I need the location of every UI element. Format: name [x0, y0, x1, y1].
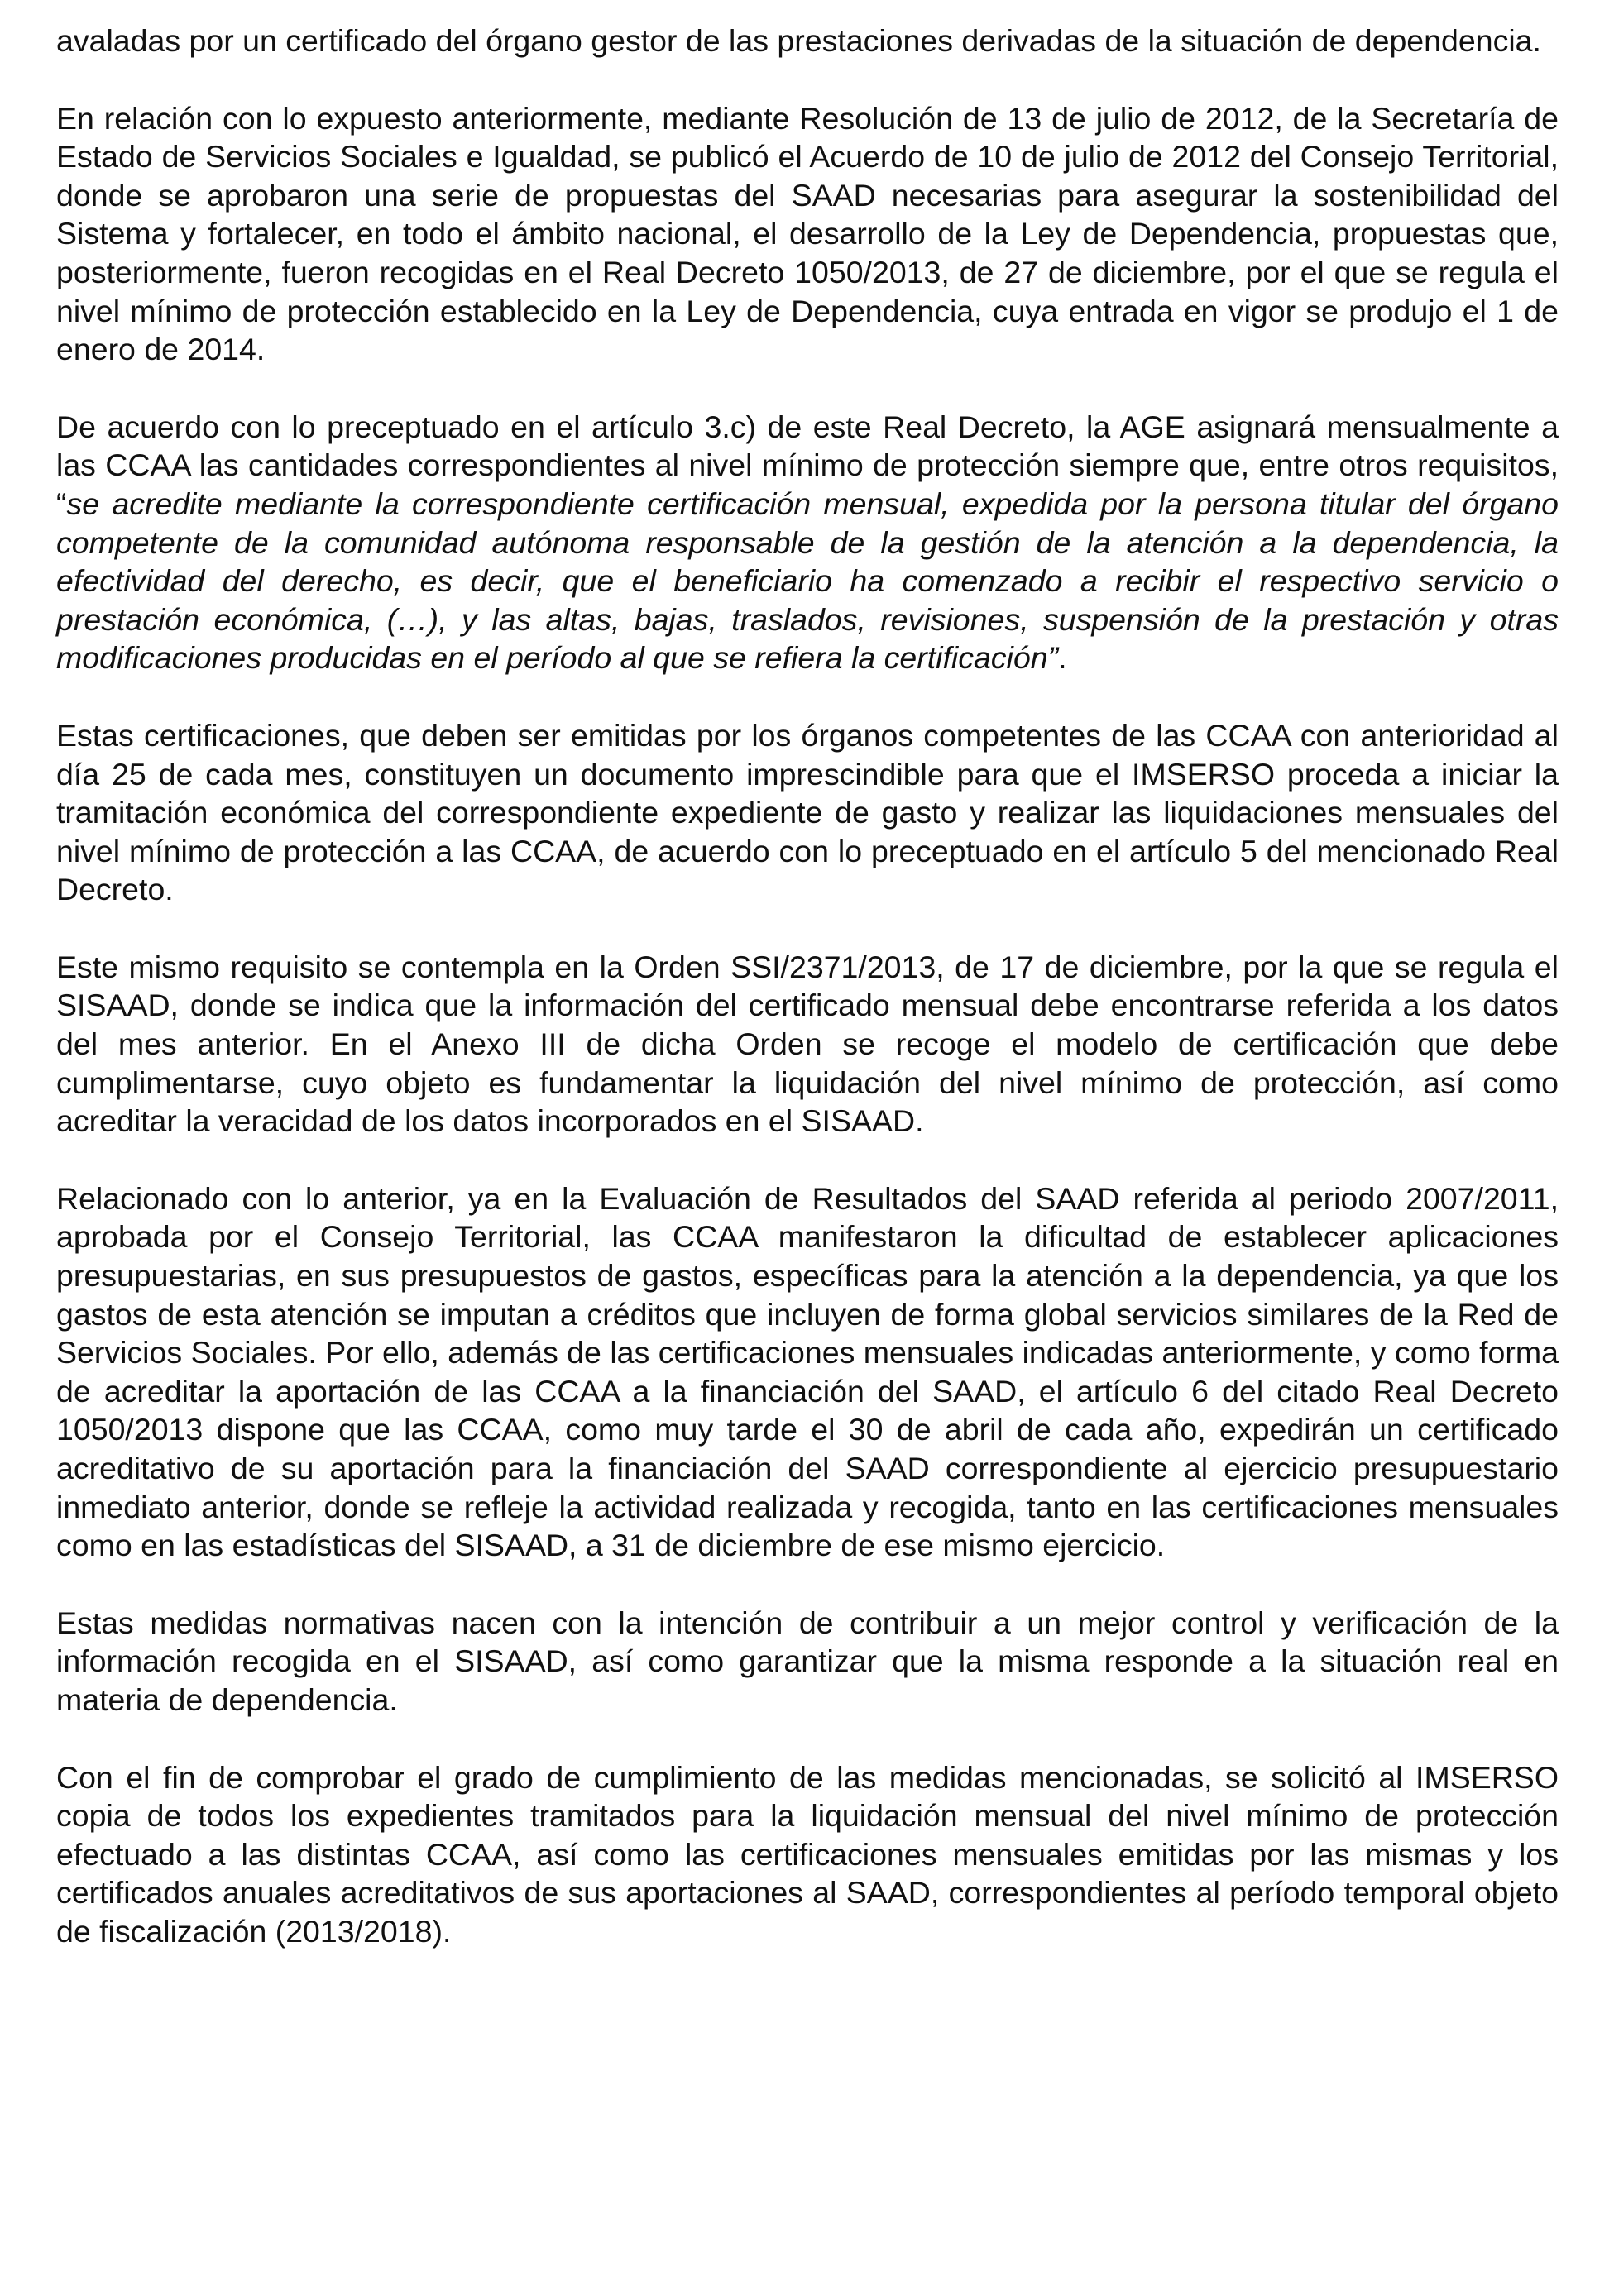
paragraph-6: Relacionado con lo anterior, ya en la Evaluación de Resultados del SAAD referida al periodo 2007/2011, aprobada por el Consejo Territorial, las CCAA manifestaron la dificultad de establecer aplicaciones presupuestarias, en sus presupuestos de gastos, específicas para la atención a la dependencia, ya que los gastos de esta atención se imputan a créditos que incluyen de forma global servicios similares de la Red de Servicios Sociales. Por ello, además de las certificaciones mensuales indicadas anteriormente, y como forma de acreditar la aportación de las CCAA a la financiación del SAAD, el artículo 6 del citado Real Decreto 1050/2013 dispone que las CCAA, como muy tarde el 30 de abril de cada año, expedirán un certificado acreditativo de su aportación para la financiación del SAAD correspondiente al ejercicio presupuestario inmediato anterior, donde se refleje la actividad realizada y recogida, tanto en las certificaciones mensuales como en las estadísticas del SISAAD, a 31 de diciembre de ese mismo ejercicio. — [56, 1180, 1559, 1563]
paragraph-3-intro: De acuerdo con lo preceptuado en el artículo 3.c) de este Real Decreto, la AGE asignará mensualmente a las CCAA las cantidades correspondientes al nivel mínimo de protección siempre que, entre otros requisitos, “ — [56, 409, 1559, 521]
paragraph-3-quote: se acredite mediante la correspondiente certificación mensual, expedida por la persona titular del órgano competente de la comunidad autónoma responsable de la gestión de la atención a la dependencia, la efectividad del derecho, es decir, que el beneficiario ha comenzado a recibir el respectivo servicio o prestación económica, (…), y las altas, bajas, traslados, revisiones, suspensión de la prestación y otras modificaciones producidas en el período al que se refiera la certificación” — [56, 486, 1559, 676]
paragraph-2: En relación con lo expuesto anteriormente, mediante Resolución de 13 de julio de 2012, de la Secretaría de Estado de Servicios Sociales e Igualdad, se publicó el Acuerdo de 10 de julio de 2012 del Consejo Territorial, donde se aprobaron una serie de propuestas del SAAD necesarias para asegurar la sostenibilidad del Sistema y fortalecer, en todo el ámbito nacional, el desarrollo de la Ley de Dependencia, propuestas que, posteriormente, fueron recogidas en el Real Decreto 1050/2013, de 27 de diciembre, por el que se regula el nivel mínimo de protección establecido en la Ley de Dependencia, cuya entrada en vigor se produjo el 1 de enero de 2014. — [56, 100, 1559, 367]
document-page — [56, 22, 1559, 1990]
paragraph-7: Estas medidas normativas nacen con la intención de contribuir a un mejor control y verificación de la información recogida en el SISAAD, así como garantizar que la misma responde a la situación real en materia de dependencia. — [56, 1605, 1559, 1717]
paragraph-8: Con el fin de comprobar el grado de cumplimiento de las medidas mencionadas, se solicitó al IMSERSO copia de todos los expedientes tramitados para la liquidación mensual del nivel mínimo de protección efectuado a las distintas CCAA, así como las certificaciones mensuales emitidas por las mismas y los certificados anuales acreditativos de sus aportaciones al SAAD, correspondientes al período temporal objeto de fiscalización (2013/2018). — [56, 1759, 1559, 1949]
paragraph-5: Este mismo requisito se contempla en la Orden SSI/2371/2013, de 17 de diciembre, por la que se regula el SISAAD, donde se indica que la información del certificado mensual debe encontrarse referida a los datos del mes anterior. En el Anexo III de dicha Orden se recoge el modelo de certificación que debe cumplimentarse, cuyo objeto es fundamentar la liquidación del nivel mínimo de protección, así como acreditar la veracidad de los datos incorporados en el SISAAD. — [56, 949, 1559, 1139]
paragraph-4: Estas certificaciones, que deben ser emitidas por los órganos competentes de las CCAA con anterioridad al día 25 de cada mes, constituyen un documento imprescindible para que el IMSERSO proceda a iniciar la tramitación económica del correspondiente expediente de gasto y realizar las liquidaciones mensuales del nivel mínimo de protección a las CCAA, de acuerdo con lo preceptuado en el artículo 5 del mencionado Real Decreto. — [56, 717, 1559, 907]
paragraph-1: avaladas por un certificado del órgano gestor de las prestaciones derivadas de la situación de dependencia. — [56, 23, 1541, 58]
paragraph-3-end: . — [1058, 640, 1067, 676]
paragraph-3 — [56, 408, 1559, 677]
